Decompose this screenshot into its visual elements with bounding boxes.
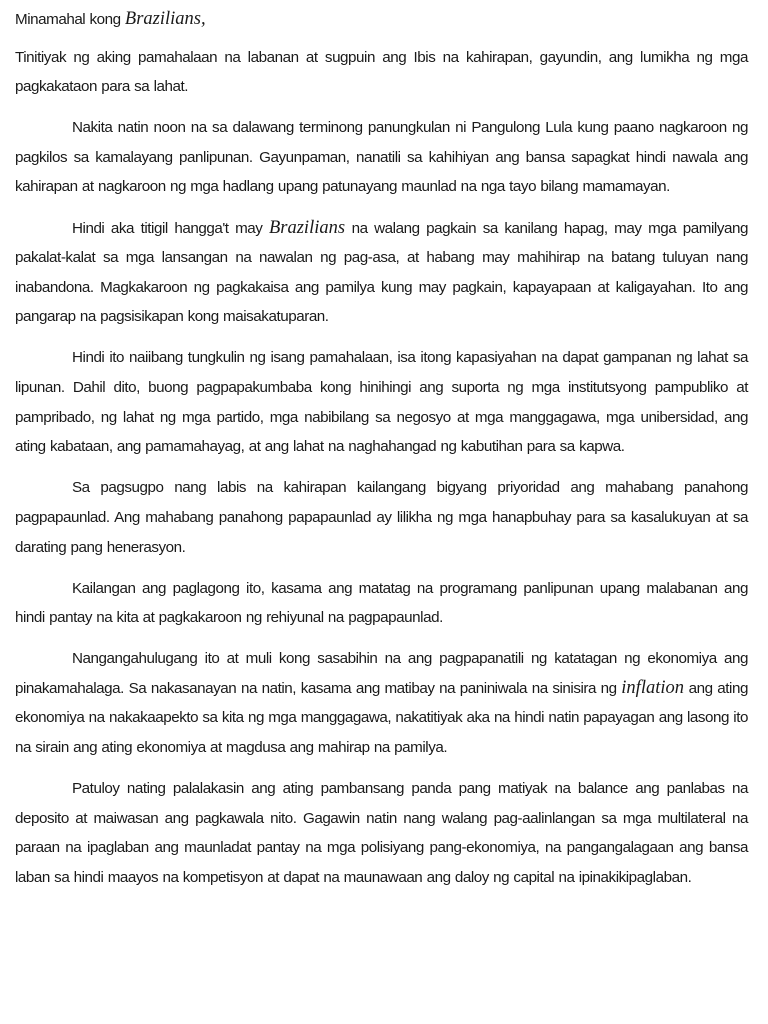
paragraph-8: Patuloy nating palalakasin ang ating pambansang panda pang matiyak na balance ang panlabas na deposito at maiwasan ang pagkawala nito. Gagawin natin nang walang pag-aalinlangan sa mga multilateral na paraan na ipaglaban ang maunladat pantay na mga polisiyang pang-ekonomiya, na pangangalagaan ang bansa laban sa hindi maayos na kompetisyon at dapat na maunawaan ang daloy ng capital na ipinakikipaglaban. xyxy=(15,780,748,886)
paragraph-7-emphasis: inflation xyxy=(621,677,684,698)
paragraph-3-emphasis: Brazilians xyxy=(268,217,346,238)
paragraph-1: Tinitiyak ng aking pamahalaan na labanan at sugpuin ang Ibis na kahirapan, gayundin, ang lumikha ng mga pagkakataon para sa lahat. xyxy=(15,48,748,96)
paragraph-3 xyxy=(15,214,748,332)
paragraph-6: Kailangan ang paglagong ito, kasama ang matatag na programang panlipunan upang malabanan ang hindi pantay na kita at pagkakaroon ng rehiyunal na pagpapaunlad. xyxy=(15,579,748,627)
paragraph-7-before: Nangangahulugang ito at muli kong sasabihin na ang pagpapanatili ng katatagan ng ekonomiya ang pinakamahalaga. Sa nakasanayan na natin, kasama ang matibay na paniniwala na sinisira ng xyxy=(15,650,748,697)
salutation-addressee: Brazilians, xyxy=(124,9,206,29)
salutation-lead: Minamahal kong xyxy=(15,11,121,28)
document-page xyxy=(15,5,748,904)
paragraph-7 xyxy=(15,644,748,762)
paragraph-4: Hindi ito naiibang tungkulin ng isang pamahalaan, isa itong kapasiyahan na dapat gampanan ng lahat sa lipunan. Dahil dito, buong pagpapakumbaba kong hinihingi ang suporta ng mga institutsyong pampubliko at pampribado, ng lahat ng mga partido, mga nabibilang sa negosyo at mga manggagawa, mga unibersidad, ang ating kabataan, ang pamamahayag, at ang lahat na naghahangad ng kabutihan para sa kapwa. xyxy=(15,349,748,456)
paragraph-2: Nakita natin noon na sa dalawang terminong panungkulan ni Pangulong Lula kung paano nagkaroon ng pagkilos sa kamalayang panlipunan. Gayunpaman, nanatili sa kahihiyan ang bansa sapagkat hindi nawala ang kahirapan at nagkaroon ng mga hadlang upang patunayang maunlad na nga tayo bilang mamamayan. xyxy=(15,119,748,196)
paragraph-3-after: na walang pagkain sa kanilang hapag, may mga pamilyang pakalat-kalat sa mga lansangan na nawalan ng pag-asa, at habang may mahihirap na batang tuluyan nang inabandona. Magkakaroon ng pagkakaisa ang pamilya kung may pagkain, kapayapaan at kaligayahan. Ito ang pangarap na pagsisikapan kong maisakatuparan. xyxy=(15,219,748,326)
paragraph-3-before: Hindi aka titigil hangga't may xyxy=(72,219,263,237)
salutation xyxy=(15,5,748,35)
paragraph-7-after: ang ating ekonomiya na nakakaapekto sa kita ng mga manggagawa, nakatitiyak aka na hindi natin papayagan ang lasong ito na sirain ang ating ekonomiya at magdusa ang mahirap na pamilya. xyxy=(15,679,748,757)
paragraph-5: Sa pagsugpo nang labis na kahirapan kailangang bigyang priyoridad ang mahabang panahong pagpapaunlad. Ang mahabang panahong papapaunlad ay lilikha ng mga hanapbuhay para sa kasalukuyan at sa darating pang henerasyon. xyxy=(15,479,748,556)
